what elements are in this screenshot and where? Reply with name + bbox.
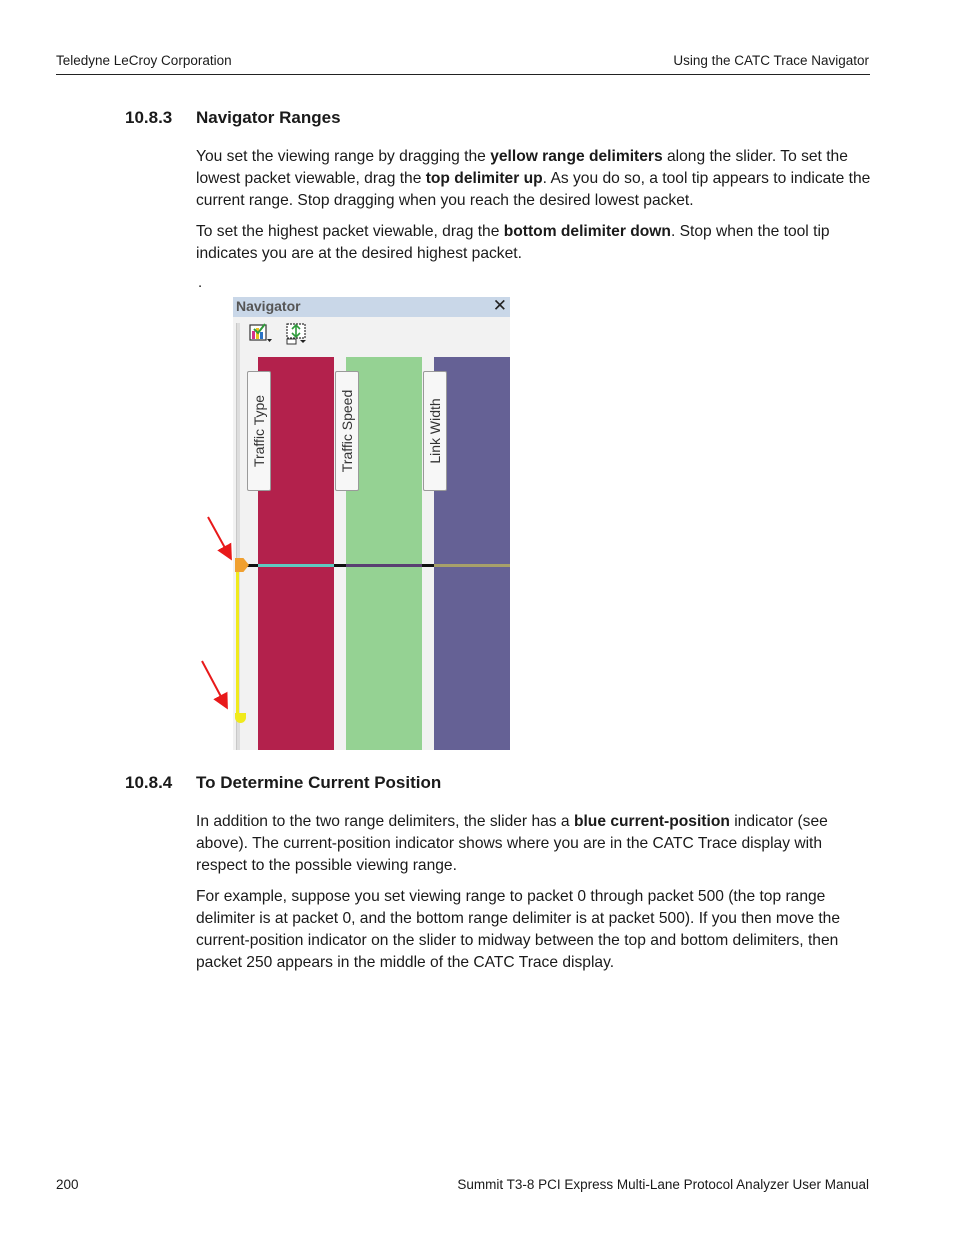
text: along the slider. To set the lowest packet viewable, drag the xyxy=(196,148,848,187)
top-delimiter-handle[interactable] xyxy=(235,558,249,572)
stray-period: . xyxy=(198,274,203,291)
position-line-segment xyxy=(258,564,334,567)
column-label-text: Link Width xyxy=(427,398,443,464)
navigator-panel xyxy=(233,297,510,750)
footer-page-number: 200 xyxy=(56,1177,79,1192)
chart-select-icon[interactable] xyxy=(249,323,271,343)
navigator-titlebar xyxy=(233,297,510,317)
traffic-type-label xyxy=(247,371,271,491)
traffic-speed-label xyxy=(335,371,359,491)
paragraph-example: For example, suppose you set viewing range to packet 0 through packet 500 (the top range delimiter is at packet 0, and the bottom range delimiter is at packet 500). If you then move the current-position indicator on the slider to midway between the top and bottom delimiters, then packet 250 appears in the middle of the CATC Trace display. xyxy=(196,888,841,971)
text: To set the highest packet viewable, drag the xyxy=(196,223,504,240)
section-heading-current-position xyxy=(125,773,441,793)
position-line-segment xyxy=(346,564,422,567)
yellow-range-bar xyxy=(236,564,239,720)
section-title: Navigator Ranges xyxy=(196,108,341,127)
section-number: 10.8.3 xyxy=(125,108,173,127)
section-title: To Determine Current Position xyxy=(196,773,442,792)
paragraph-highest-packet xyxy=(196,221,872,265)
text: . As you do so, a tool tip appears to indicate the current range. Stop dragging when you reach the desired lowest packet. xyxy=(196,170,871,209)
header-company: Teledyne LeCroy Corporation xyxy=(56,53,232,68)
bold-text: blue current-position xyxy=(573,813,730,830)
column-label-text: Traffic Type xyxy=(251,394,267,468)
link-width-label xyxy=(423,371,447,491)
position-line-segment xyxy=(422,564,434,567)
text: indicator (see above). The current-position indicator shows where you are in the CATC Trace display with respect to the possible viewing range. xyxy=(196,813,828,874)
column-label-text: Traffic Speed xyxy=(339,389,355,473)
header-divider xyxy=(56,74,870,75)
text: In addition to the two range delimiters, the slider has a xyxy=(196,813,574,830)
position-line-segment xyxy=(434,564,510,567)
arrow-bottom-delimiter xyxy=(202,661,226,706)
close-icon[interactable]: ✕ xyxy=(492,297,507,315)
bold-text: top delimiter up xyxy=(425,170,543,187)
arrow-top-delimiter xyxy=(208,517,230,557)
bold-text: yellow range delimiters xyxy=(490,148,663,165)
section-heading-navigator-ranges xyxy=(125,108,341,128)
section-number: 10.8.4 xyxy=(125,773,173,792)
paragraph-range-delimiters xyxy=(196,146,872,212)
layout-icon[interactable] xyxy=(285,323,307,343)
footer-manual-title: Summit T3-8 PCI Express Multi-Lane Protocol Analyzer User Manual xyxy=(457,1177,869,1192)
bold-text: bottom delimiter down xyxy=(503,223,671,240)
position-line-segment xyxy=(334,564,346,567)
paragraph-current-position xyxy=(196,811,872,877)
text: . Stop when the tool tip indicates you are at the desired highest packet. xyxy=(196,223,830,262)
header-chapter: Using the CATC Trace Navigator xyxy=(673,53,869,68)
bottom-delimiter-handle[interactable] xyxy=(235,713,246,723)
text: You set the viewing range by dragging the xyxy=(196,148,491,165)
navigator-title: Navigator xyxy=(236,298,301,314)
